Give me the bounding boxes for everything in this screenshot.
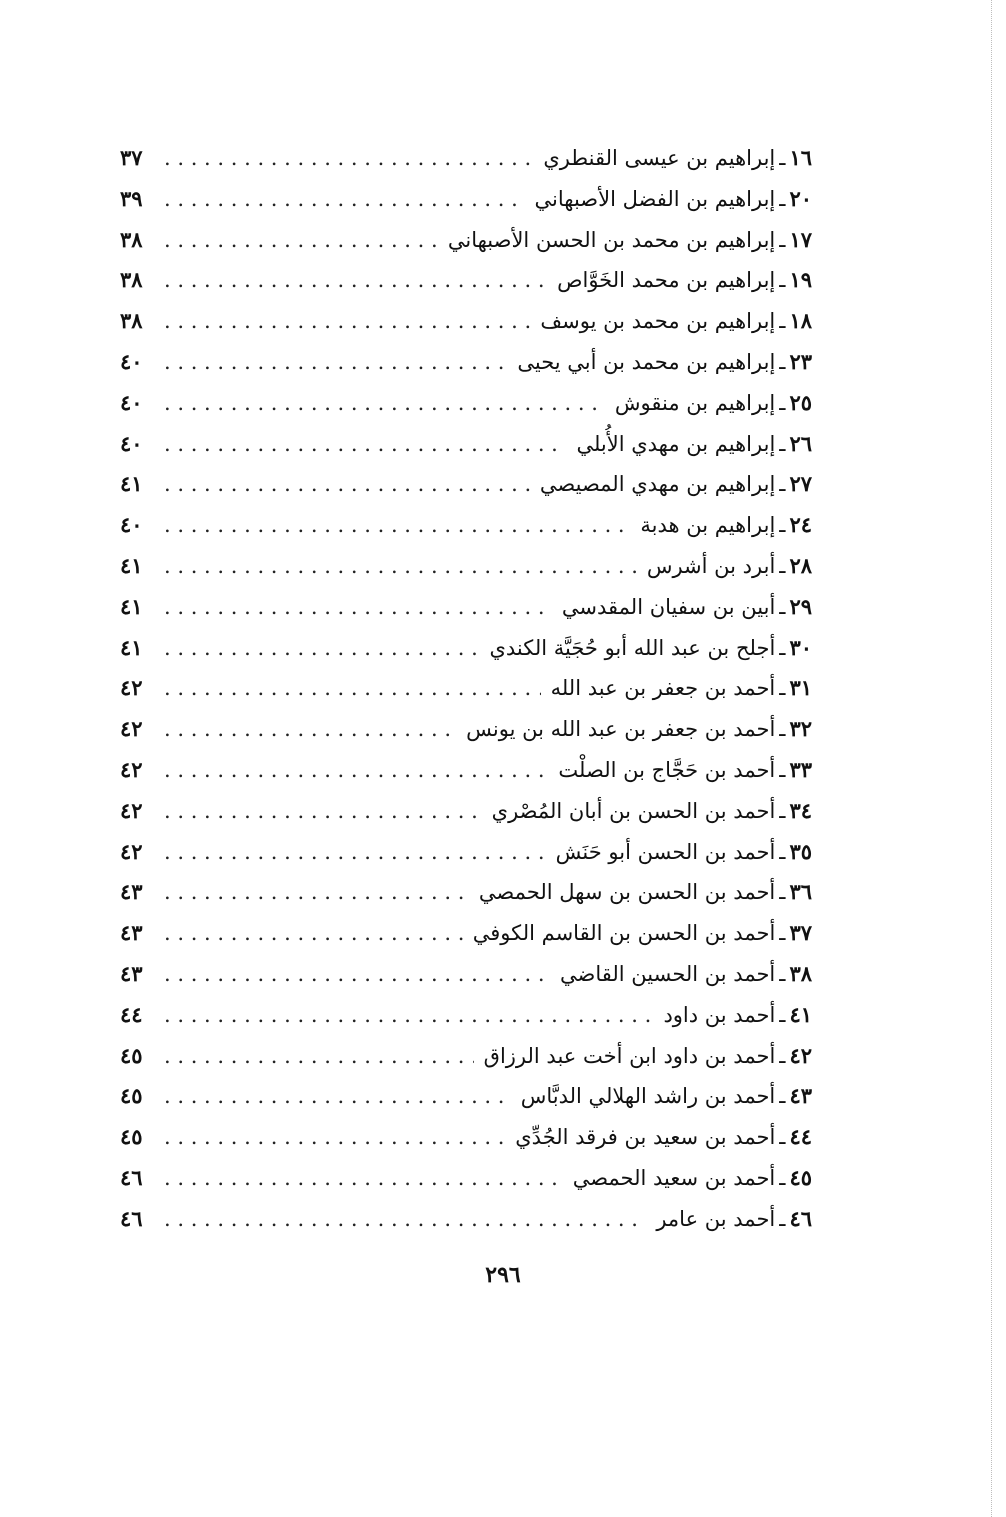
entry-separator: ـ xyxy=(779,1165,786,1190)
index-entry xyxy=(120,872,812,913)
index-entry xyxy=(120,1158,812,1199)
dot-leader xyxy=(164,750,548,790)
entry-name: إبراهيم بن مهدي المصيصي xyxy=(539,472,776,497)
entry-separator: ـ xyxy=(779,635,786,660)
entry-separator: ـ xyxy=(779,390,786,415)
index-entry xyxy=(120,383,812,424)
entry-page-number: ٤١ xyxy=(120,471,143,497)
dot-leader xyxy=(164,954,550,994)
entry-separator: ـ xyxy=(779,839,786,864)
dot-leader xyxy=(164,709,456,749)
index-entry xyxy=(120,546,812,587)
entry-separator: ـ xyxy=(779,1206,786,1231)
index-entry xyxy=(120,260,812,301)
entry-name: إبراهيم بن محمد بن يوسف xyxy=(540,309,776,334)
entry-number: ٤٥ xyxy=(789,1164,812,1190)
entry-number: ٢٥ xyxy=(789,389,812,415)
entry-number: ٣١ xyxy=(789,675,812,701)
entry-page-number: ٤٠ xyxy=(120,389,143,415)
dot-leader xyxy=(164,138,533,178)
dot-leader xyxy=(164,1076,511,1116)
entry-name: أحمد بن الحسن بن القاسم الكوفي xyxy=(472,921,776,946)
entry-page-number: ٤٠ xyxy=(120,348,143,374)
dot-leader xyxy=(164,546,637,586)
entry-number: ٣٥ xyxy=(789,838,812,864)
entry-separator: ـ xyxy=(779,1084,786,1109)
index-entry xyxy=(120,750,812,791)
dot-leader xyxy=(164,995,653,1035)
entry-name: أحمد بن راشد الهلالي الدبَّاس xyxy=(520,1084,776,1109)
entry-number: ٤٢ xyxy=(789,1042,812,1068)
entry-number: ٢٨ xyxy=(789,552,812,578)
entry-page-number: ٤١ xyxy=(120,552,143,578)
entry-name: أبين بن سفيان المقدسي xyxy=(561,594,776,619)
entry-page-number: ٤٢ xyxy=(120,838,143,864)
dot-leader xyxy=(164,383,605,423)
index-entry xyxy=(120,709,812,750)
entry-name: أحمد بن الحسن بن سهل الحمصي xyxy=(478,880,776,905)
entry-page-number: ٤٥ xyxy=(120,1124,143,1150)
index-entry xyxy=(120,464,812,505)
entry-page-number: ٤٠ xyxy=(120,430,143,456)
entry-number: ٤٦ xyxy=(789,1205,812,1231)
entry-name: أجلح بن عبد الله أبو حُجَيَّة الكندي xyxy=(489,635,776,660)
dot-leader xyxy=(164,1158,563,1198)
entry-number: ٣٠ xyxy=(789,634,812,660)
entry-number: ٢٧ xyxy=(789,471,812,497)
entry-number: ١٨ xyxy=(789,308,812,334)
entry-name: إبراهيم بن محمد بن أبي يحيى xyxy=(517,349,776,374)
index-entry xyxy=(120,1117,812,1158)
page-number: ٢٩٦ xyxy=(485,1262,521,1288)
dot-leader xyxy=(164,1199,646,1239)
dot-leader xyxy=(164,464,530,504)
dot-leader xyxy=(164,220,438,260)
entry-page-number: ٤٢ xyxy=(120,716,143,742)
entry-separator: ـ xyxy=(779,880,786,905)
entry-number: ٢٦ xyxy=(789,430,812,456)
index-entry xyxy=(120,301,812,342)
entry-page-number: ٤٢ xyxy=(120,675,143,701)
entry-name: إبراهيم بن الفضل الأصبهاني xyxy=(534,186,776,211)
entry-name: أحمد بن داود xyxy=(663,1002,776,1027)
entry-number: ٤٤ xyxy=(789,1124,812,1150)
dot-leader xyxy=(164,1036,474,1076)
entry-name: أحمد بن عامر xyxy=(656,1206,776,1231)
entry-separator: ـ xyxy=(779,553,786,578)
index-entry xyxy=(120,995,812,1036)
dot-leader xyxy=(164,791,482,831)
entry-name: أحمد بن جعفر بن عبد الله xyxy=(550,676,776,701)
index-entry xyxy=(120,424,812,465)
entry-number: ٤٣ xyxy=(789,1083,812,1109)
entry-page-number: ٤٣ xyxy=(120,920,143,946)
dot-leader xyxy=(164,832,546,872)
dot-leader xyxy=(164,628,479,668)
index-entry xyxy=(120,587,812,628)
entry-page-number: ٤١ xyxy=(120,634,143,660)
entry-separator: ـ xyxy=(779,717,786,742)
index-entry xyxy=(120,220,812,261)
entry-number: ١٧ xyxy=(789,226,812,252)
dot-leader xyxy=(164,301,530,341)
index-entry xyxy=(120,138,812,179)
entry-separator: ـ xyxy=(779,431,786,456)
entry-number: ٣٨ xyxy=(789,960,812,986)
entry-page-number: ٤١ xyxy=(120,593,143,619)
dot-leader xyxy=(164,872,469,912)
entry-page-number: ٤٦ xyxy=(120,1205,143,1231)
entry-separator: ـ xyxy=(779,757,786,782)
index-entry xyxy=(120,505,812,546)
entry-separator: ـ xyxy=(779,1043,786,1068)
entry-number: ٢٠ xyxy=(789,185,812,211)
entry-page-number: ٤٢ xyxy=(120,797,143,823)
entry-page-number: ٤٦ xyxy=(120,1164,143,1190)
entry-separator: ـ xyxy=(779,961,786,986)
entry-separator: ـ xyxy=(779,268,786,293)
index-entry xyxy=(120,1199,812,1240)
dot-leader xyxy=(164,260,547,300)
index-list xyxy=(120,138,812,1240)
dot-leader xyxy=(164,913,463,953)
entry-name: أحمد بن سعيد بن فرقد الجُدِّي xyxy=(515,1125,776,1150)
entry-page-number: ٤٤ xyxy=(120,1001,143,1027)
entry-name: أبرد بن أشرس xyxy=(646,553,776,578)
entry-separator: ـ xyxy=(779,921,786,946)
entry-name: إبراهيم بن محمد الخَوَّاص xyxy=(557,268,776,293)
entry-separator: ـ xyxy=(779,186,786,211)
index-entry xyxy=(120,954,812,995)
entry-name: أحمد بن سعيد الحمصي xyxy=(572,1165,776,1190)
entry-number: ١٦ xyxy=(789,145,812,170)
entry-name: إبراهيم بن منقوش xyxy=(614,390,776,415)
dot-leader xyxy=(164,424,566,464)
entry-separator: ـ xyxy=(779,513,786,538)
entry-name: أحمد بن حَجَّاج بن الصلْت xyxy=(558,757,776,782)
entry-name: أحمد بن جعفر بن عبد الله بن يونس xyxy=(466,717,776,742)
entry-page-number: ٤٠ xyxy=(120,512,143,538)
index-entry xyxy=(120,1036,812,1077)
dot-leader xyxy=(164,505,630,545)
entry-page-number: ٣٨ xyxy=(120,226,143,252)
dot-leader xyxy=(164,342,507,382)
entry-separator: ـ xyxy=(779,594,786,619)
entry-name: أحمد بن الحسين القاضي xyxy=(560,961,776,986)
entry-page-number: ٤٥ xyxy=(120,1042,143,1068)
entry-separator: ـ xyxy=(779,146,786,170)
dot-leader xyxy=(164,587,552,627)
entry-separator: ـ xyxy=(779,227,786,252)
index-entry xyxy=(120,791,812,832)
entry-page-number: ٤٣ xyxy=(120,879,143,905)
entry-separator: ـ xyxy=(779,349,786,374)
entry-separator: ـ xyxy=(779,472,786,497)
index-entry xyxy=(120,668,812,709)
dot-leader xyxy=(164,179,525,219)
entry-number: ٣٤ xyxy=(789,797,812,823)
entry-name: إبراهيم بن محمد بن الحسن الأصبهاني xyxy=(447,227,776,252)
entry-number: ٢٣ xyxy=(789,348,812,374)
entry-separator: ـ xyxy=(779,798,786,823)
entry-page-number: ٤٢ xyxy=(120,756,143,782)
entry-number: ٣٦ xyxy=(789,879,812,905)
entry-separator: ـ xyxy=(779,1125,786,1150)
entry-page-number: ٣٩ xyxy=(120,185,143,211)
entry-page-number: ٣٨ xyxy=(120,267,143,293)
entry-number: ٢٤ xyxy=(789,512,812,538)
entry-number: ٣٢ xyxy=(789,716,812,742)
entry-page-number: ٤٣ xyxy=(120,960,143,986)
entry-page-number: ٣٨ xyxy=(120,308,143,334)
index-entry xyxy=(120,1076,812,1117)
entry-separator: ـ xyxy=(779,676,786,701)
index-entry xyxy=(120,832,812,873)
entry-number: ٣٣ xyxy=(789,756,812,782)
entry-number: ١٩ xyxy=(789,267,812,293)
index-entry xyxy=(120,628,812,669)
index-entry xyxy=(120,342,812,383)
index-entry xyxy=(120,179,812,220)
entry-name: إبراهيم بن عيسى القنطري xyxy=(543,146,776,170)
entry-number: ٤١ xyxy=(789,1001,812,1027)
entry-name: أحمد بن الحسن بن أبان المُصْري xyxy=(491,798,776,823)
entry-name: أحمد بن داود ابن أخت عبد الرزاق xyxy=(483,1043,776,1068)
page-edge-line xyxy=(991,0,992,1517)
entry-number: ٣٧ xyxy=(789,920,812,946)
entry-name: أحمد بن الحسن أبو حَنَش xyxy=(555,839,776,864)
entry-name: إبراهيم بن مهدي الأُبلي xyxy=(576,431,776,456)
entry-separator: ـ xyxy=(779,309,786,334)
entry-number: ٢٩ xyxy=(789,593,812,619)
entry-page-number: ٤٥ xyxy=(120,1083,143,1109)
dot-leader xyxy=(164,1117,505,1157)
entry-page-number: ٣٧ xyxy=(120,145,143,170)
index-entry xyxy=(120,913,812,954)
dot-leader xyxy=(164,668,541,708)
entry-name: إبراهيم بن هدبة xyxy=(640,513,776,538)
entry-separator: ـ xyxy=(779,1002,786,1027)
